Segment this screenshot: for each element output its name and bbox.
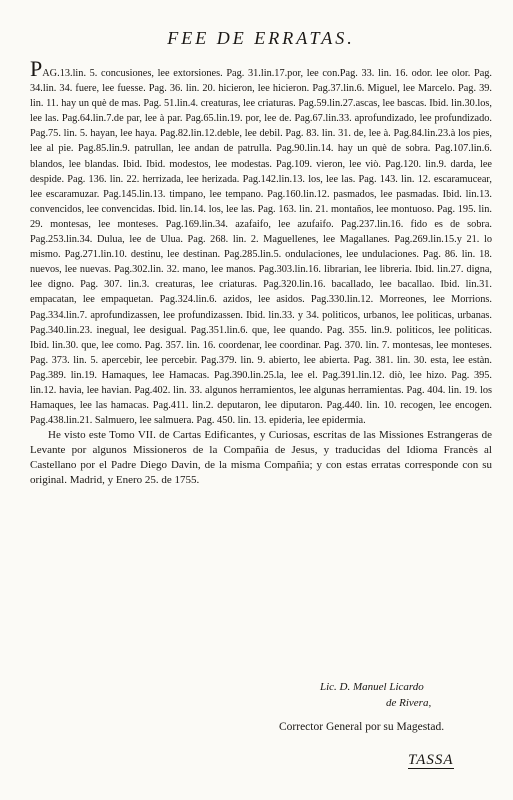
signature-surname: de Rivera, xyxy=(386,697,432,709)
drop-cap: P xyxy=(30,56,43,81)
catchword: TASSA xyxy=(408,752,454,768)
page-title: FEE DE ERRATAS. xyxy=(167,28,355,48)
corrector-title: Corrector General por su Magestad. xyxy=(279,721,445,733)
errata-list xyxy=(30,56,492,428)
approval-paragraph: He visto este Tomo VII. de Cartas Edificantes, y Curiosas, escritas de las Missiones Estrangeras de Levante por algunos Missioneros de la Compañia de Jesus, y traducidas del Idioma Francès al Castellano por el Padre Diego Davin, de la misma Compañia; y con estas erratas corresponde con su original. Madrid, y Enero 25. de 1755. xyxy=(30,429,492,487)
errata-text: AG.13.lin. 5. concusiones, lee extorsiones. Pag. 31.lin.17.por, lee con.Pag. 33. lin. 16. odor. lee olor. Pag. 34.lin. 34. fuere, lee fuesse. Pag. 36. lin. 20. hicieron, lee hicieron. Pag.37.lin.6. Miguel, lee Marcelo. Pag. 39. lin. 11. hay un què de mas. Pag. 51.lin.4. creaturas, lee criaturas. Pag.59.lin.27.ascas, lee bascas. Ibid. lin.30.los, lee las. Pag.64.lin.7.de par, lee à par. Pag.65.lin.19. por, lee de. Pag.67.lin.33. aprofundizado, lee profundizado. Pag.75. lin. 5. hayan, lee haya. Pag.82.lin.12.deble, lee debil. Pag. 83. lin. 31. de, lee à. Pag.84.lin.23.à los pies, lee al pie. Pag.85.lin.9. patrullan, lee andan de patrulla. Pag.90.lin.14. hay un què de sobra. Pag.107.lin.6. blandos, lee blandas. Ibid. Ibid. modestos, lee modestas. Pag.109. vieron, lee viò. Pag.120. lin.9. darda, lee despide. Pag. 136. lin. 22. herrizada, lee herizada. Pag.142.lin.13. los, lee las. Pag. 143. lin. 12. escaramucear, lee escaramuzar. Pag.145.lin.13. timpano, lee tempano. Pag.160.lin.12. pasmados, lee pasmadas. Ibid. lin.13. convencidos, lee convencidas. Ibid. lin.14. los, lee las. Pag. 163. lin. 21. montaños, lee montuoso. Pag. 195. lin. 29. montesas, lee monteses. Pag.169.lin.34. azafaifo, lee azufaifo. Pag.237.lin.16. fido es de sobra. Pag.253.lin.34. Dulua, lee de Ulua. Pag. 268. lin. 2. Maguellenes, lee Magallanes. Pag.269.lin.15.y 21. lo mismo. Pag.271.lin.10. destinu, lee destinan. Pag.285.lin.5. ondulaciones, lee undulaciones. Pag. 86. lin. 18. nuevos, lee nuevas. Pag.302.lin. 32. mano, lee manos. Pag.303.lin.16. librarian, lee libreria. Ibid. lin.27. digna, lee digno. Pag. 307. lin.3. creaturas, lee criaturas. Pag.320.lin.16. bacallado, lee bacallao. Ibid. lin.31. empacatan, lee empaquetan. Pag.324.lin.6. azidos, lee asidos. Pag.330.lin.12. Morreones, lee Morrions. Pag.334.lin.7. aprofundizassen, lee profundizassen. Ibid. lin.33. y 34. politicos, urbanos, lee politicas, urbanas. Pag.340.lin.23. inegual, lee desigual. Pag.351.lin.6. que, lee quando. Pag. 355. lin.9. politicos, lee politicas. Ibid. lin.30. que, lee como. Pag. 357. lin. 16. coordenar, lee coordinar. Pag. 370. lin. 7. montesas, lee monteses. Pag. 373. lin. 5. apercebir, lee percebir. Pag.379. lin. 9. abierto, lee abierta. Pag. 381. lin. 30. esta, lee estàn. Pag.389. lin.19. Hamaques, lee Hamacas. Pag.390.lin.25.la, lee el. Pag.391.lin.12. diò, lee hizo. Pag. 395. lin.12. havia, lee havian. Pag.402. lin. 33. algunos herramientos, lee algunas herramientas. Pag. 404. lin. 19. los Hamaques, lee las hamacas. Pag.411. lin.2. deputaron, lee diputaron. Pag.440. lin. 10. recogen, lee encogen. Pag.438.lin.21. Salmuero, lee salmuera. Pag. 450. lin. 13. epideria, lee epidermia. xyxy=(30,68,492,427)
signature-name: Lic. D. Manuel Licardo xyxy=(320,681,424,693)
page-body xyxy=(30,28,492,488)
